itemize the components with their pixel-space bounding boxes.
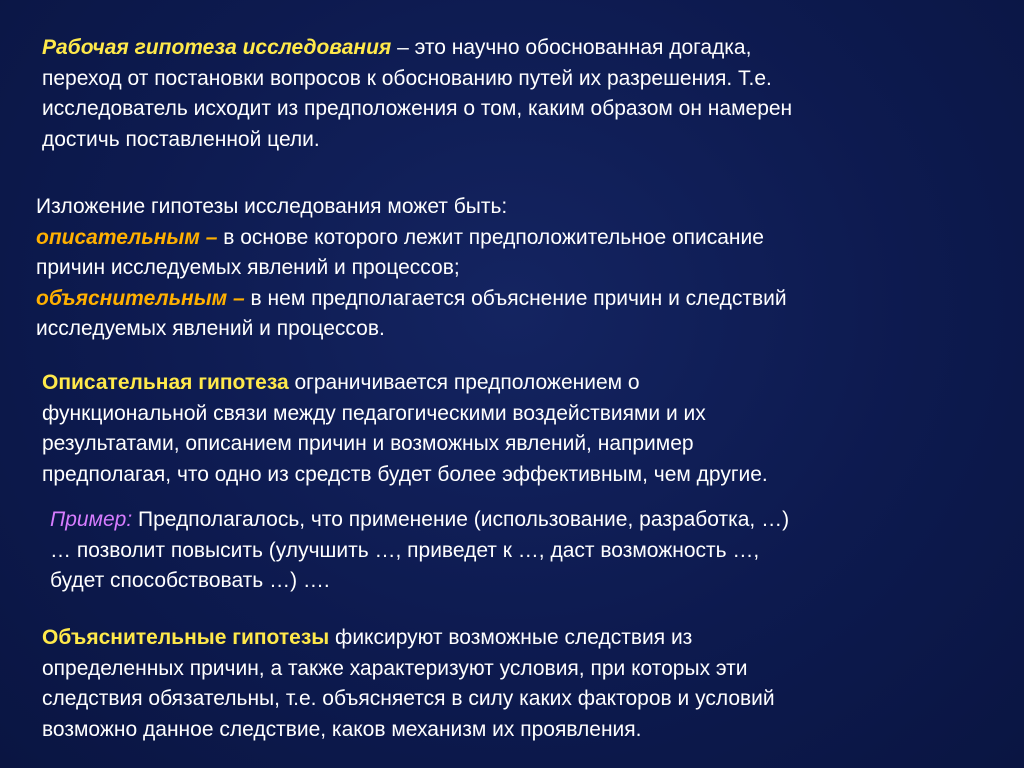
- descriptive-text: в основе которого лежит предположительное описание: [223, 225, 764, 249]
- working-hypothesis-line-3: исследователь исходит из предположения о том, каким образом он намерен: [42, 97, 793, 120]
- working-hypothesis-line-1: [42, 33, 992, 64]
- explanatory-hypotheses-line-2: определенных причин, а также характеризуют условия, при которых эти: [42, 656, 748, 680]
- explanatory-hypotheses-line-3: следствия обязательны, т.е. объясняется в силу каких факторов и условий: [42, 687, 775, 710]
- working-hypothesis-paragraph: [42, 33, 992, 155]
- example-paragraph: [50, 505, 990, 597]
- descriptive-term: описательным –: [36, 225, 224, 249]
- explanatory-hypotheses-line-4: возможно данное следствие, каков механизм их проявления.: [42, 717, 642, 741]
- working-hypothesis-line-4: достичь поставленной цели.: [42, 127, 320, 151]
- explanatory-hypotheses-line-1: [42, 623, 992, 654]
- example-line-1-text: Предполагалось, что применение (использование, разработка, …): [132, 508, 790, 531]
- statement-explanatory-line-2: исследуемых явлений и процессов.: [36, 317, 385, 340]
- example-line-2: … позволит повысить (улучшить …, приведет к …, даст возможность …,: [50, 538, 760, 562]
- example-label: Пример:: [50, 508, 133, 531]
- working-hypothesis-line-2: переход от постановки вопросов к обоснованию путей их разрешения. Т.е.: [42, 66, 772, 90]
- descriptive-hypothesis-term: Описательная гипотеза: [42, 371, 289, 394]
- statement-intro: Изложение гипотезы исследования может быть:: [36, 195, 508, 218]
- statement-explanatory-line-1: [36, 284, 996, 315]
- descriptive-hypothesis-line-1: [42, 368, 992, 399]
- example-line-1: [50, 505, 990, 536]
- statement-descriptive-line-1: [36, 223, 996, 254]
- statement-descriptive-line-2: причин исследуемых явлений и процессов;: [36, 256, 460, 279]
- explanatory-hypotheses-paragraph: [42, 623, 992, 745]
- descriptive-hypothesis-line-2: функциональной связи между педагогическими воздействиями и их: [42, 401, 706, 425]
- example-line-3: будет способствовать …) ….: [50, 569, 330, 592]
- descriptive-hypothesis-paragraph: [42, 368, 992, 490]
- working-hypothesis-line-1-text: – это научно обоснованная догадка,: [391, 36, 752, 59]
- explanatory-text: в нем предполагается объяснение причин и следствий: [250, 286, 787, 310]
- hypothesis-statement-paragraph: [36, 192, 996, 345]
- descriptive-hypothesis-line-4: предполагая, что одно из средств будет более эффективным, чем другие.: [42, 462, 768, 486]
- working-hypothesis-term: Рабочая гипотеза исследования: [42, 36, 392, 59]
- explanatory-hypotheses-line-1-text: фиксируют возможные следствия из: [329, 626, 693, 649]
- explanatory-term: объяснительным –: [36, 286, 251, 310]
- descriptive-hypothesis-line-3: результатами, описанием причин и возможных явлений, например: [42, 432, 694, 455]
- explanatory-hypotheses-term: Объяснительные гипотезы: [42, 626, 330, 649]
- descriptive-hypothesis-line-1-text: ограничивается предположением о: [288, 371, 640, 394]
